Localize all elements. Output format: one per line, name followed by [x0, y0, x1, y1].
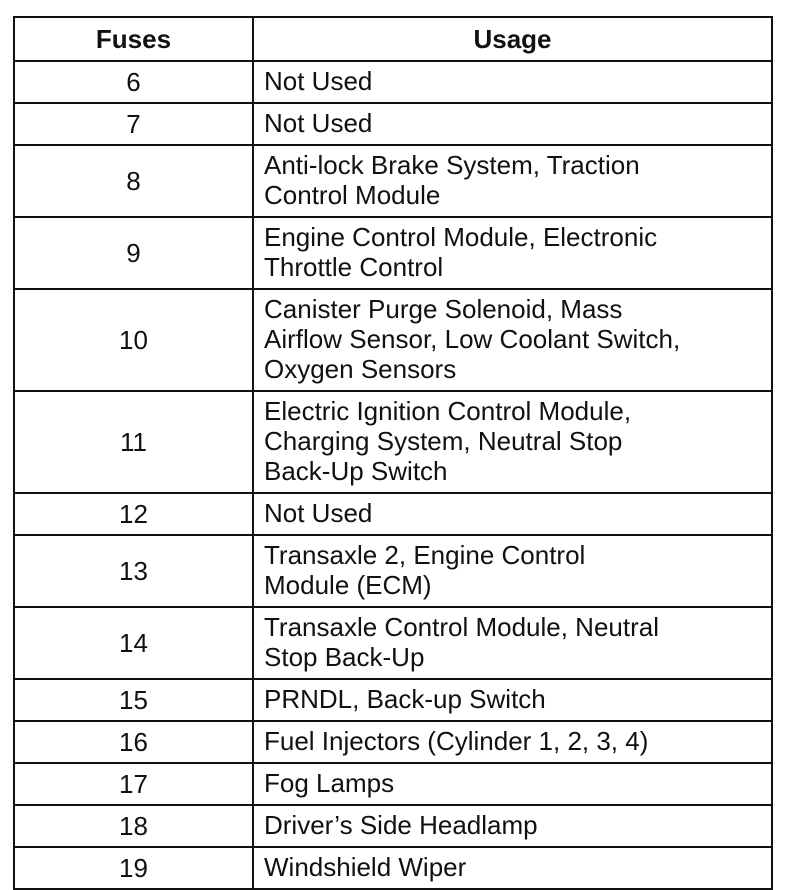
fuse-number-cell: 14	[14, 607, 253, 679]
table-row	[14, 535, 772, 607]
table-row	[14, 145, 772, 217]
table-row	[14, 289, 772, 391]
usage-cell: Engine Control Module, Electronic Throttle Control	[253, 217, 772, 289]
table-row	[14, 217, 772, 289]
fuse-number-cell: 12	[14, 493, 253, 535]
table-row	[14, 847, 772, 889]
table-row	[14, 607, 772, 679]
table-row	[14, 721, 772, 763]
usage-cell: Windshield Wiper	[253, 847, 772, 889]
table-row	[14, 61, 772, 103]
fuse-number-cell: 19	[14, 847, 253, 889]
fuse-number-cell: 18	[14, 805, 253, 847]
fuse-number-cell: 6	[14, 61, 253, 103]
table-row	[14, 763, 772, 805]
table-header-row	[14, 17, 772, 61]
table-row	[14, 493, 772, 535]
column-header-fuses: Fuses	[14, 17, 253, 61]
usage-cell: Canister Purge Solenoid, Mass Airflow Sensor, Low Coolant Switch, Oxygen Sensors	[253, 289, 772, 391]
usage-cell: Driver’s Side Headlamp	[253, 805, 772, 847]
fuse-number-cell: 13	[14, 535, 253, 607]
fuse-number-cell: 15	[14, 679, 253, 721]
fuse-number-cell: 9	[14, 217, 253, 289]
table-row	[14, 679, 772, 721]
fuse-usage-table	[13, 16, 773, 890]
fuse-number-cell: 11	[14, 391, 253, 493]
usage-cell: Transaxle Control Module, Neutral Stop Back-Up	[253, 607, 772, 679]
fuse-number-cell: 16	[14, 721, 253, 763]
usage-cell: Fuel Injectors (Cylinder 1, 2, 3, 4)	[253, 721, 772, 763]
column-header-usage: Usage	[253, 17, 772, 61]
usage-cell: Not Used	[253, 103, 772, 145]
usage-cell: Electric Ignition Control Module, Charging System, Neutral Stop Back-Up Switch	[253, 391, 772, 493]
fuse-number-cell: 8	[14, 145, 253, 217]
usage-cell: Fog Lamps	[253, 763, 772, 805]
table-row	[14, 103, 772, 145]
usage-cell: Not Used	[253, 493, 772, 535]
table-row	[14, 805, 772, 847]
usage-cell: Transaxle 2, Engine Control Module (ECM)	[253, 535, 772, 607]
fuse-number-cell: 7	[14, 103, 253, 145]
usage-cell: Anti-lock Brake System, Traction Control Module	[253, 145, 772, 217]
fuse-number-cell: 17	[14, 763, 253, 805]
fuse-number-cell: 10	[14, 289, 253, 391]
table-row	[14, 391, 772, 493]
usage-cell: PRNDL, Back-up Switch	[253, 679, 772, 721]
usage-cell: Not Used	[253, 61, 772, 103]
